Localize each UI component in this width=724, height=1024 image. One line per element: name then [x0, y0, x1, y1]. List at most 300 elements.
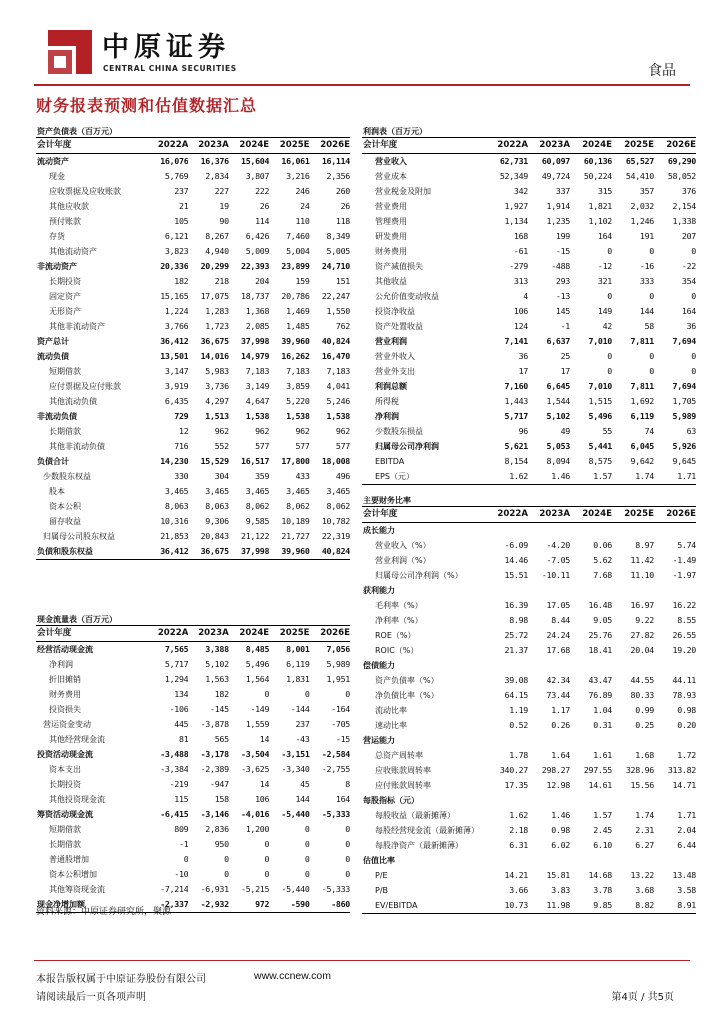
- industry-category: 食品: [648, 63, 676, 79]
- row-label: 负债合计: [37, 457, 69, 466]
- row-label: 其他经营现金流: [49, 735, 105, 744]
- cell-value: 26: [340, 201, 350, 211]
- column-header-label: 会计年度: [36, 626, 148, 642]
- cell-value: -3,625: [241, 764, 270, 774]
- cell-value: -3,146: [200, 809, 229, 819]
- cell-value: 1.74: [612, 469, 654, 485]
- table-row: [362, 583, 696, 598]
- cell-value: -2,932: [188, 897, 228, 913]
- cell-value: 1,283: [205, 306, 229, 316]
- cell-value: 9.05: [593, 615, 612, 625]
- cell-value: -860: [310, 897, 350, 913]
- cell-value: 11.10: [630, 570, 654, 580]
- cell-value: 24: [300, 201, 310, 211]
- table-row: [362, 718, 696, 733]
- table-row: [362, 184, 696, 199]
- cell-value: 62,731: [499, 156, 528, 166]
- table-row: [362, 778, 696, 793]
- cell-value: 21,727: [281, 531, 310, 541]
- row-label: 短期借款: [49, 367, 81, 376]
- cell-value: [528, 523, 570, 539]
- row-label: 其他应收款: [49, 202, 89, 211]
- cell-value: 950: [214, 839, 229, 849]
- cell-value: -22: [681, 261, 696, 271]
- row-label: EBITDA: [375, 457, 405, 466]
- column-header-year: 2023A: [188, 138, 228, 154]
- table-row: [362, 883, 696, 898]
- cell-value: 3,465: [205, 486, 229, 496]
- row-label: 少数股东损益: [375, 427, 423, 436]
- cell-value: 1,515: [588, 396, 612, 406]
- cell-value: 39,960: [281, 336, 310, 346]
- cell-value: -5,440: [281, 884, 310, 894]
- cell-value: 9,645: [672, 456, 696, 466]
- cell-value: 0: [607, 291, 612, 301]
- row-label: 净利率（%）: [375, 616, 423, 625]
- cell-value: 44.55: [630, 675, 654, 685]
- cell-value: 321: [597, 276, 612, 286]
- table-row: [362, 703, 696, 718]
- cell-value: 0: [691, 291, 696, 301]
- table-row: [362, 658, 696, 673]
- cell-value: 50,224: [583, 171, 612, 181]
- cell-value: [486, 523, 528, 539]
- cell-value: 159: [295, 276, 310, 286]
- cell-value: [570, 658, 612, 673]
- cell-value: -5,333: [321, 809, 350, 819]
- cell-value: 0: [183, 854, 189, 864]
- cell-value: 1,538: [286, 411, 310, 421]
- row-label: 归属母公司净利润: [375, 442, 439, 451]
- table-row: [362, 319, 696, 334]
- cell-value: 49: [560, 426, 570, 436]
- cell-value: 8,094: [546, 456, 570, 466]
- cell-value: 3,807: [245, 171, 270, 181]
- cell-value: 78.93: [672, 690, 696, 700]
- cell-value: 191: [639, 231, 654, 241]
- cell-value: 5,989: [672, 411, 696, 421]
- table-row: [36, 852, 350, 867]
- cell-value: 1,563: [205, 674, 229, 684]
- table-row: [36, 364, 350, 379]
- cell-value: 164: [335, 794, 350, 804]
- cell-value: 7,811: [630, 381, 654, 391]
- cell-value: -6,415: [160, 809, 189, 819]
- row-label: 普通股增加: [49, 855, 89, 864]
- cell-value: 7,183: [245, 366, 270, 376]
- section-title: 主要财务比率: [362, 495, 696, 507]
- column-header-year: 2022A: [148, 138, 188, 154]
- table-row: [362, 154, 696, 170]
- row-label: 固定资产: [49, 292, 81, 301]
- cell-value: -590: [269, 897, 309, 913]
- cell-value: 13.22: [630, 870, 654, 880]
- cell-value: 7,010: [588, 381, 612, 391]
- cell-value: 5,441: [588, 441, 612, 451]
- cell-value: 1,705: [672, 396, 696, 406]
- cell-value: 2.45: [593, 825, 612, 835]
- cell-value: 17,800: [281, 456, 310, 466]
- row-label: 折旧摊销: [49, 675, 81, 684]
- row-label: 营业成本: [375, 172, 407, 181]
- cell-value: 577: [335, 441, 350, 451]
- cell-value: 6,119: [630, 411, 654, 421]
- row-label: 流动资产: [37, 157, 69, 166]
- row-label: 流动负债: [37, 352, 69, 361]
- cell-value: 25.72: [504, 630, 528, 640]
- cell-value: -16: [639, 261, 654, 271]
- cell-value: 0: [264, 854, 270, 864]
- cell-value: 1,485: [286, 321, 310, 331]
- cell-value: 1,821: [588, 201, 612, 211]
- cell-value: 17.68: [546, 645, 570, 655]
- cell-value: 315: [597, 186, 612, 196]
- cell-value: 222: [255, 186, 270, 196]
- row-label: 研发费用: [375, 232, 407, 241]
- row-label: 公允价值变动收益: [375, 292, 439, 301]
- table-row: [362, 553, 696, 568]
- row-label: EV/EBITDA: [362, 898, 486, 914]
- cell-value: 1.17: [551, 705, 570, 715]
- cell-value: 1.71: [654, 469, 696, 485]
- cell-value: 22,247: [321, 291, 350, 301]
- footer-divider: [34, 960, 690, 961]
- cell-value: 313.82: [667, 765, 696, 775]
- table-row: [36, 229, 350, 244]
- cell-value: 376: [681, 186, 696, 196]
- column-header-year: 2025E: [269, 626, 309, 642]
- cell-value: -705: [331, 719, 350, 729]
- cell-value: 260: [335, 186, 350, 196]
- row-label: ROIC（%）: [375, 646, 419, 655]
- cell-value: 552: [214, 441, 229, 451]
- cell-value: 0: [264, 689, 270, 699]
- cell-value: 17.35: [504, 780, 528, 790]
- row-label: 成长能力: [363, 526, 395, 535]
- row-label: 营业收入（%）: [375, 541, 431, 550]
- cell-value: -1: [560, 321, 570, 331]
- cell-value: -3,878: [200, 719, 229, 729]
- cell-value: 3,823: [164, 246, 189, 256]
- cell-value: 16,114: [321, 156, 350, 166]
- cell-value: 14,979: [241, 351, 270, 361]
- cell-value: 144: [295, 794, 310, 804]
- table-row: [36, 747, 350, 762]
- row-label: 营业外支出: [375, 367, 415, 376]
- row-label: 归属母公司股东权益: [43, 532, 115, 541]
- cell-value: 8,349: [326, 231, 350, 241]
- cell-value: [486, 793, 528, 808]
- cell-value: 151: [335, 276, 350, 286]
- row-label: 每股净资产（最新摊薄）: [375, 841, 463, 850]
- cell-value: 7,460: [286, 231, 310, 241]
- cell-value: 37,998: [241, 336, 270, 346]
- cell-value: -4.20: [546, 540, 570, 550]
- table-row: [36, 687, 350, 702]
- cell-value: 8,062: [286, 501, 310, 511]
- cell-value: -2,755: [321, 764, 350, 774]
- cell-value: 1,538: [326, 411, 350, 421]
- cell-value: 1.61: [593, 750, 612, 760]
- row-label: 资本支出: [49, 765, 81, 774]
- cell-value: 182: [214, 689, 229, 699]
- cell-value: 7.68: [593, 570, 612, 580]
- column-header-label: 会计年度: [362, 507, 486, 523]
- cell-value: 1,443: [504, 396, 528, 406]
- cell-value: 145: [555, 306, 570, 316]
- column-header-year: 2024E: [229, 626, 269, 642]
- cell-value: [570, 793, 612, 808]
- cell-value: 6,435: [164, 396, 189, 406]
- cell-value: 20,843: [200, 531, 229, 541]
- cell-value: 18,008: [321, 456, 350, 466]
- cell-value: 60,136: [583, 156, 612, 166]
- cell-value: 3,149: [245, 381, 270, 391]
- cell-value: 1.19: [509, 705, 528, 715]
- table-row: [362, 304, 696, 319]
- cell-value: -5,440: [281, 809, 310, 819]
- table-row: [362, 868, 696, 883]
- table-row: [36, 304, 350, 319]
- cell-value: 297.55: [583, 765, 612, 775]
- cell-value: 5.62: [593, 555, 612, 565]
- cell-value: -4,016: [241, 809, 270, 819]
- cell-value: 16,262: [281, 351, 310, 361]
- cell-value: 1,914: [546, 201, 570, 211]
- cell-value: 17,075: [200, 291, 229, 301]
- table-row: [36, 469, 350, 484]
- cell-value: 14: [259, 779, 270, 789]
- row-label: 每股指标（元）: [363, 796, 419, 805]
- column-header-year: 2024E: [570, 138, 612, 154]
- column-header-year: 2022A: [486, 507, 528, 523]
- cell-value: 1,831: [286, 674, 310, 684]
- row-label: 非流动负债: [37, 412, 77, 421]
- table-row: [36, 777, 350, 792]
- cell-value: 6.31: [509, 840, 528, 850]
- cell-value: 2,836: [205, 824, 229, 834]
- table-row: [36, 882, 350, 897]
- cell-value: 10.73: [486, 898, 528, 914]
- row-label: 利润总额: [375, 382, 407, 391]
- table-row: [36, 439, 350, 454]
- row-label: 净利润: [375, 412, 399, 421]
- row-label: 投资损失: [49, 705, 81, 714]
- cell-value: 14,230: [160, 456, 189, 466]
- cell-value: 227: [214, 186, 229, 196]
- website-link[interactable]: www.ccnew.com: [254, 970, 332, 982]
- row-label: 其他流动负债: [49, 397, 97, 406]
- cell-value: 3.58: [677, 885, 696, 895]
- cell-value: 10,316: [160, 516, 189, 526]
- cell-value: 0.31: [593, 720, 612, 730]
- cell-value: 1,538: [245, 411, 270, 421]
- cell-value: 52,349: [499, 171, 528, 181]
- cell-value: 6,121: [164, 231, 189, 241]
- row-label: 其他流动资产: [49, 247, 97, 256]
- cell-value: 36: [686, 321, 696, 331]
- cell-value: 207: [681, 231, 696, 241]
- table-row: [36, 657, 350, 672]
- cell-value: 9.22: [635, 615, 654, 625]
- cell-value: [486, 658, 528, 673]
- cell-value: 5,717: [504, 411, 528, 421]
- cell-value: 8,063: [164, 501, 189, 511]
- cell-value: 8,001: [286, 644, 310, 654]
- cell-value: -13: [555, 291, 570, 301]
- cell-value: 5,102: [205, 659, 229, 669]
- cell-value: 1,550: [326, 306, 350, 316]
- row-label: 短期借款: [49, 825, 81, 834]
- cell-value: 962: [335, 426, 350, 436]
- row-label: 其他投资现金流: [49, 795, 105, 804]
- row-label: 速动比率: [375, 721, 407, 730]
- cell-value: 0: [691, 351, 696, 361]
- cell-value: [528, 583, 570, 598]
- cell-value: 962: [214, 426, 229, 436]
- cell-value: 204: [255, 276, 270, 286]
- table-row: [36, 289, 350, 304]
- column-header-year: 2026E: [310, 138, 350, 154]
- cell-value: -12: [597, 261, 612, 271]
- cell-value: 1.46: [528, 469, 570, 485]
- cell-value: 3,388: [205, 644, 229, 654]
- cell-value: 1,134: [504, 216, 528, 226]
- cell-value: 39.08: [504, 675, 528, 685]
- cell-value: 342: [513, 186, 528, 196]
- cell-value: 21: [179, 201, 189, 211]
- cell-value: 716: [174, 441, 189, 451]
- table-row: [36, 184, 350, 199]
- cell-value: 7,183: [326, 366, 350, 376]
- cell-value: 90: [219, 216, 229, 226]
- cell-value: 40,824: [321, 336, 350, 346]
- cell-value: [612, 853, 654, 868]
- cell-value: 55: [602, 426, 612, 436]
- table-row: [36, 454, 350, 469]
- row-label: 流动比率: [375, 706, 407, 715]
- cell-value: 3,147: [164, 366, 189, 376]
- cell-value: 21,122: [241, 531, 270, 541]
- cell-value: 0.52: [509, 720, 528, 730]
- cell-value: 3.83: [551, 885, 570, 895]
- cell-value: 3,465: [286, 486, 310, 496]
- cell-value: -15: [335, 734, 350, 744]
- cell-value: 118: [335, 216, 350, 226]
- cell-value: 809: [174, 824, 189, 834]
- cell-value: 15,529: [200, 456, 229, 466]
- cell-value: 2.18: [509, 825, 528, 835]
- cell-value: 8.98: [509, 615, 528, 625]
- header-divider: [34, 84, 690, 86]
- cell-value: 20,336: [160, 261, 189, 271]
- cell-value: [570, 583, 612, 598]
- cell-value: 39,960: [269, 544, 309, 560]
- row-label: 营运能力: [363, 736, 395, 745]
- row-label: 留存收益: [49, 517, 81, 526]
- cell-value: 0.98: [677, 705, 696, 715]
- cell-value: [528, 658, 570, 673]
- cell-value: [528, 733, 570, 748]
- cell-value: 24.24: [546, 630, 570, 640]
- cell-value: 8.82: [612, 898, 654, 914]
- cell-value: 43.47: [588, 675, 612, 685]
- table-row: [36, 867, 350, 882]
- cell-value: 0: [304, 854, 310, 864]
- cell-value: 1.04: [593, 705, 612, 715]
- cell-value: 1.57: [570, 469, 612, 485]
- cell-value: 17: [560, 366, 570, 376]
- column-header-year: 2026E: [654, 138, 696, 154]
- table-row: [362, 169, 696, 184]
- cell-value: 134: [174, 689, 189, 699]
- cell-value: 5,621: [504, 441, 528, 451]
- cell-value: 762: [335, 321, 350, 331]
- cell-value: 16,517: [241, 456, 270, 466]
- table-row: [36, 379, 350, 394]
- table-row: [362, 274, 696, 289]
- cell-value: -10: [174, 869, 189, 879]
- row-label: EPS（元）: [362, 469, 486, 485]
- cell-value: 1,513: [205, 411, 229, 421]
- cell-value: 17.05: [546, 600, 570, 610]
- table-row: [362, 673, 696, 688]
- cell-value: -3,504: [241, 749, 270, 759]
- cell-value: 9,306: [205, 516, 229, 526]
- cell-value: 8,485: [245, 644, 270, 654]
- page-number: 第4页 / 共5页: [611, 992, 674, 1003]
- data-source-note: 资料来源：中原证券研究所，聚源: [36, 907, 172, 917]
- table-row: [362, 289, 696, 304]
- cell-value: 13.48: [672, 870, 696, 880]
- row-label: 资产处置收益: [375, 322, 423, 331]
- cell-value: 0: [304, 839, 310, 849]
- cell-value: 7,141: [504, 336, 528, 346]
- cell-value: [654, 523, 696, 539]
- cell-value: 14,016: [200, 351, 229, 361]
- cell-value: 6,426: [245, 231, 270, 241]
- section-title: 资产负债表（百万元）: [36, 126, 350, 138]
- cell-value: [654, 658, 696, 673]
- row-label: 营运资金变动: [43, 720, 91, 729]
- row-label: 营业利润（%）: [375, 556, 431, 565]
- cell-value: 8: [345, 779, 350, 789]
- cell-value: 577: [295, 441, 310, 451]
- row-label: 少数股东权益: [43, 472, 91, 481]
- cell-value: 0: [691, 246, 696, 256]
- cell-value: -5,215: [241, 884, 270, 894]
- cell-value: 36,675: [200, 336, 229, 346]
- cell-value: 0: [691, 366, 696, 376]
- cell-value: 1,246: [630, 216, 654, 226]
- column-header-year: 2023A: [188, 626, 228, 642]
- report-header: [0, 0, 724, 86]
- table-row: [362, 898, 696, 914]
- cell-value: 80.33: [630, 690, 654, 700]
- cell-value: [612, 583, 654, 598]
- header-row: [36, 626, 350, 642]
- cell-value: 25: [560, 351, 570, 361]
- cell-value: 4: [523, 291, 528, 301]
- page-title: 财务报表预测和估值数据汇总: [36, 96, 258, 115]
- row-label: P/E: [375, 871, 388, 880]
- cell-value: -5,333: [321, 884, 350, 894]
- table-row: [362, 823, 696, 838]
- cell-value: 9.85: [570, 898, 612, 914]
- cell-value: 14: [259, 734, 270, 744]
- cell-value: 168: [513, 231, 528, 241]
- cell-value: 1,544: [546, 396, 570, 406]
